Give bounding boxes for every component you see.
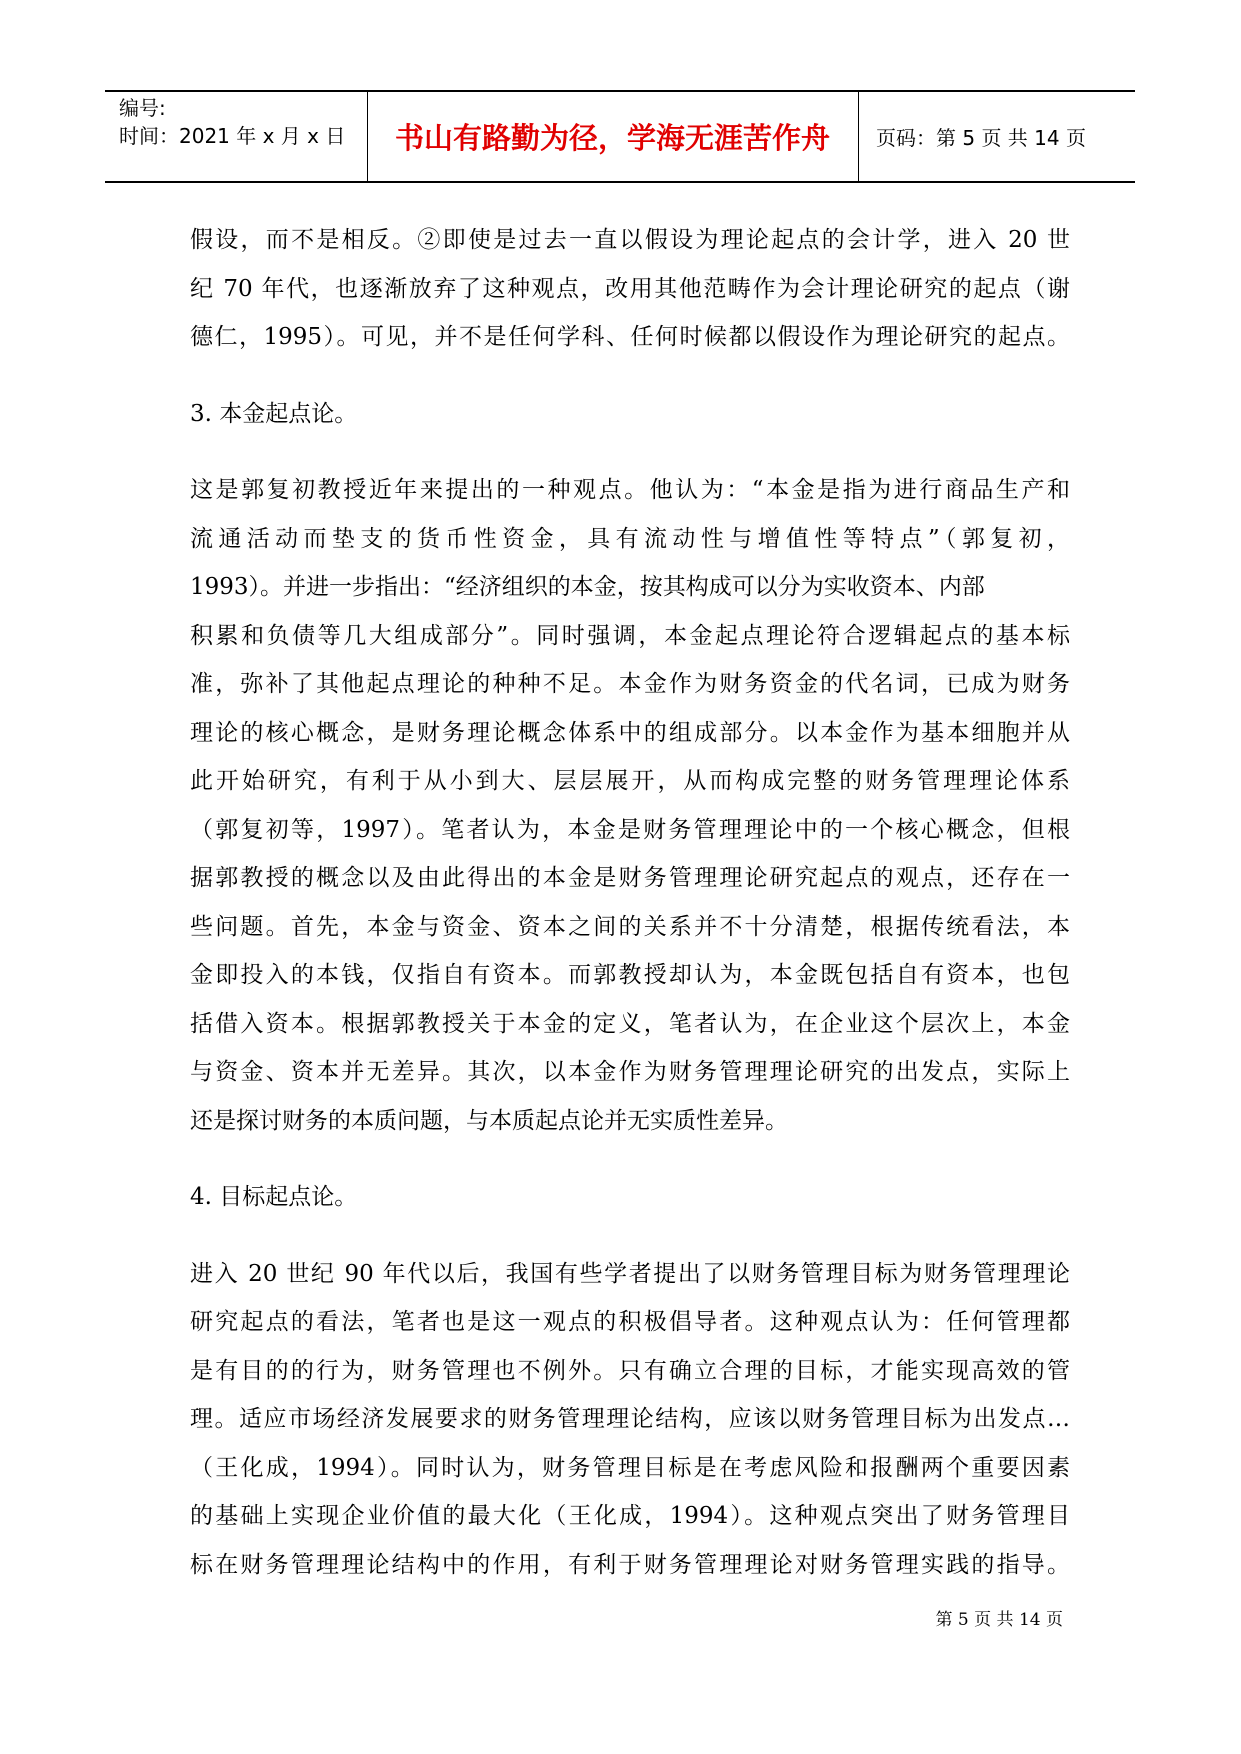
header-meta: [119, 94, 345, 150]
text-line: 理论的核心概念，是财务理论概念体系中的组成部分。以本金作为基本细胞并从: [190, 719, 1070, 746]
text-line: 进入 20 世纪 90 年代以后，我国有些学者提出了以财务管理目标为财务管理理论: [190, 1260, 1070, 1287]
text-line: 准，弥补了其他起点理论的种种不足。本金作为财务资金的代名词，已成为财务: [190, 671, 1070, 697]
text-line: 括借入资本。根据郭教授关于本金的定义，笔者认为，在企业这个层次上，本金: [190, 1010, 1070, 1037]
text-line: 流通活动而垫支的货币性资金，具有流动性与增值性等特点”（郭复初，: [190, 525, 1070, 552]
time-label: 时间：2021 年 x 月 x 日: [119, 124, 346, 148]
text-line: 些问题。首先，本金与资金、资本之间的关系并不十分清楚，根据传统看法，本: [190, 913, 1070, 940]
text-line: 纪 70 年代，也逐渐放弃了这种观点，改用其他范畴作为会计理论研究的起点（谢: [190, 275, 1070, 302]
text-line: 金即投入的本钱，仅指自有资本。而郭教授却认为，本金既包括自有资本，也包: [190, 962, 1070, 988]
text-line: 假设，而不是相反。②即使是过去一直以假设为理论起点的会计学，进入 20 世: [190, 227, 1070, 253]
text-line: 是有目的的行为，财务管理也不例外。只有确立合理的目标，才能实现高效的管: [190, 1357, 1070, 1384]
text-line: 1993）。并进一步指出：“经济组织的本金，按其构成可以分为实收资本、内部: [190, 574, 985, 600]
section-heading-3: 3. 本金起点论。: [190, 400, 358, 427]
text-line: 还是探讨财务的本质问题，与本质起点论并无实质性差异。: [190, 1107, 788, 1134]
text-line: （郭复初等，1997）。笔者认为，本金是财务管理理论中的一个核心概念，但根: [190, 816, 1070, 843]
text-line: 积累和负债等几大组成部分”。同时强调，本金起点理论符合逻辑起点的基本标: [190, 622, 1070, 649]
header-divider-right: [858, 92, 859, 181]
text-line: 标在财务管理理论结构中的作用，有利于财务管理理论对财务管理实践的指导。: [190, 1551, 1070, 1578]
text-line: 据郭教授的概念以及由此得出的本金是财务管理理论研究起点的观点，还存在一: [190, 865, 1070, 891]
text-line: （王化成，1994）。同时认为，财务管理目标是在考虑风险和报酬两个重要因素: [190, 1454, 1070, 1481]
section-heading-4: 4. 目标起点论。: [190, 1184, 358, 1210]
paragraph-3: [190, 1250, 1070, 1590]
header-page-code: 页码：第 5 页 共 14 页: [876, 126, 1086, 150]
text-line: 研究起点的看法，笔者也是这一观点的积极倡导者。这种观点认为：任何管理都: [190, 1309, 1070, 1335]
text-line: 此开始研究，有利于从小到大、层层展开，从而构成完整的财务管理理论体系: [190, 768, 1070, 794]
paragraph-2: [190, 466, 1070, 1145]
text-line: 与资金、资本并无差异。其次，以本金作为财务管理理论研究的出发点，实际上: [190, 1059, 1070, 1085]
text-line: 的基础上实现企业价值的最大化（王化成，1994）。这种观点突出了财务管理目: [190, 1503, 1070, 1529]
page-footer: 第 5 页 共 14 页: [935, 1610, 1063, 1630]
document-body: [190, 216, 1070, 1589]
paragraph-1: [190, 216, 1070, 362]
text-line: 理。适应市场经济发展要求的财务管理理论结构，应该以财务管理目标为出发点…: [190, 1406, 1070, 1432]
text-line: 德仁，1995）。可见，并不是任何学科、任何时候都以假设作为理论研究的起点。: [190, 324, 1070, 350]
header-motto: 书山有路勤为径，学海无涯苦作舟: [394, 121, 830, 155]
serial-number-label: 编号:: [119, 96, 166, 120]
page-header: [105, 90, 1135, 183]
text-line: 这是郭复初教授近年来提出的一种观点。他认为：“本金是指为进行商品生产和: [190, 477, 1070, 503]
